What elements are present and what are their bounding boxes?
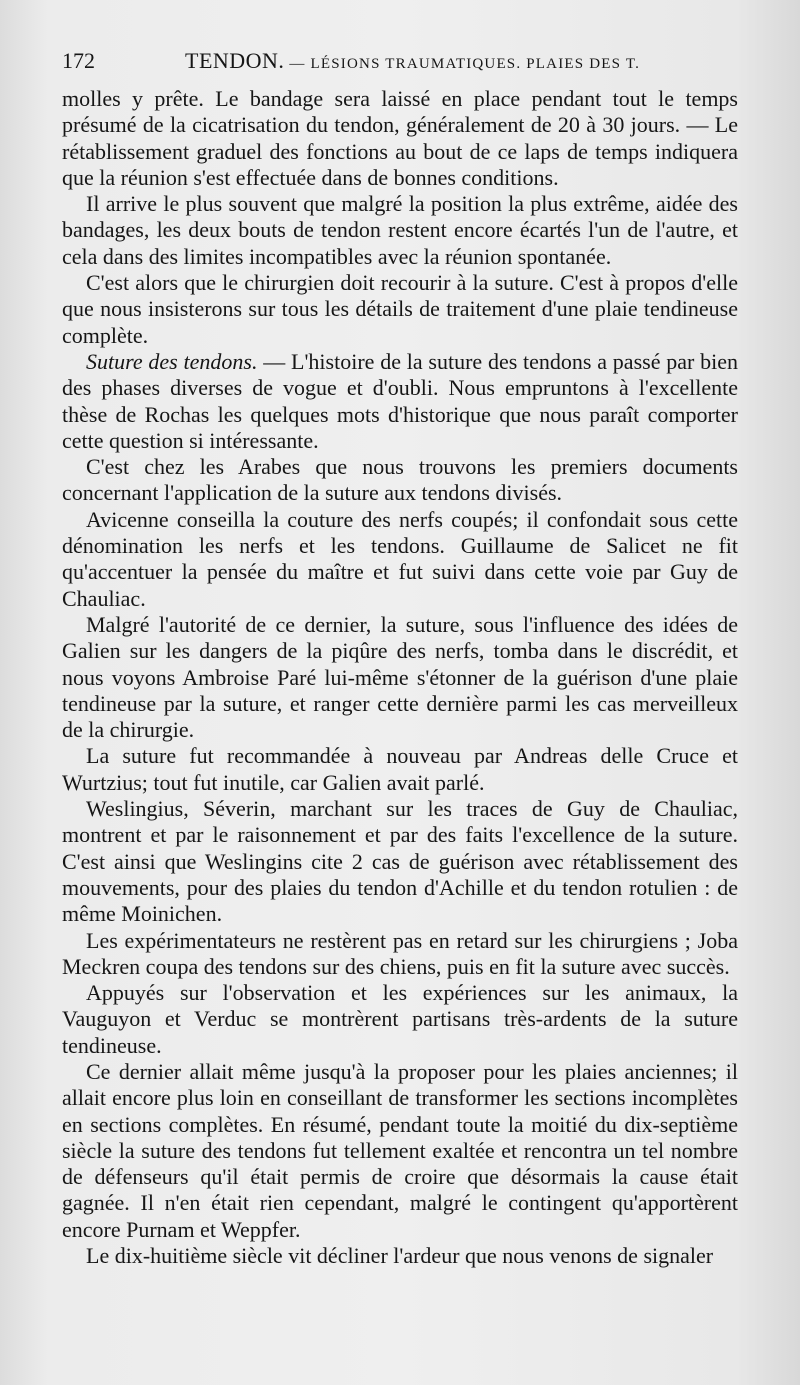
paragraph-text: — L'histoire de la suture des tendons a passé par bien des phases diverses de vogue et d'oubli. Nous empruntons à l'excellente thèse de Rochas les quelques mots d'historique que nous paraît comporter cette question si intéressante. [62, 348, 738, 453]
paragraph: Avicenne conseilla la couture des nerfs coupés; il confondait sous cette dénomination les nerfs et les tendons. Guillaume de Salicet ne fit qu'accentuer la pensée du maître et fut suivi dans cette voie par Guy de Chauliac. [62, 506, 738, 611]
paragraph: Malgré l'autorité de ce dernier, la suture, sous l'influence des idées de Galien sur les dangers de la piqûre des nerfs, tomba dans le discrédit, et nous voyons Ambroise Paré lui-même s'étonner de la guérison d'une plaie tendineuse par la suture, et ranger cette dernière parmi les cas merveilleux de la chirurgie. [62, 611, 738, 743]
paragraph: Il arrive le plus souvent que malgré la position la plus extrême, aidée des bandages, les deux bouts de tendon restent encore écartés l'un de l'autre, et cela dans des limites incompatibles avec la réunion spontanée. [62, 191, 738, 269]
running-title [185, 44, 640, 81]
section-lead: Suture des tendons. [86, 348, 258, 374]
running-header [62, 44, 742, 78]
paragraph: Weslingius, Séverin, marchant sur les traces de Guy de Chauliac, montrent et par le raisonnement et par des faits l'excellence de la suture. C'est ainsi que Weslingins cite 2 cas de guérison avec rétablissement des mouvements, pour des plaies du tendon d'Achille et du tendon rotulien : de même Moinichen. [62, 796, 738, 927]
paragraph: C'est alors que le chirurgien doit recourir à la suture. C'est à propos d'elle que nous insisterons sur tous les détails de traitement d'une plaie tendineuse complète. [62, 270, 738, 348]
paragraph [62, 349, 738, 454]
running-title-sub: — LÉSIONS TRAUMATIQUES. PLAIES DES T. [284, 56, 641, 72]
paragraph: Ce dernier allait même jusqu'à la proposer pour les plaies anciennes; il allait encore plus loin en conseillant de transformer les sections incomplètes en sections complètes. En résumé, pendant toute la moitié du dix-septième siècle la suture des tendons fut tellement exaltée et rencontra un tel nombre de défenseurs qu'il était permis de croire que désormais la cause était gagnée. Il n'en était rien cependant, malgré le contingent qu'apportèrent encore Purnam et Weppfer. [62, 1058, 738, 1242]
paragraph: Appuyés sur l'observation et les expériences sur les animaux, la Vauguyon et Verduc se montrèrent partisans très-ardents de la suture tendineuse. [62, 980, 738, 1058]
paragraph: C'est chez les Arabes que nous trouvons les premiers documents concernant l'application de la suture aux tendons divisés. [62, 454, 738, 506]
page-number: 172 [62, 48, 95, 73]
paragraph: La suture fut recommandée à nouveau par Andreas delle Cruce et Wurtzius; tout fut inutile, car Galien avait parlé. [62, 743, 738, 795]
paragraph: Le dix-huitième siècle vit décliner l'ardeur que nous venons de signaler [86, 1243, 714, 1269]
body-text [62, 86, 738, 1269]
paragraph: Les expérimentateurs ne restèrent pas en retard sur les chirurgiens ; Joba Meckren coupa des tendons sur des chiens, puis en fit la suture avec succès. [62, 927, 738, 979]
paragraph: molles y prête. Le bandage sera laissé en place pendant tout le temps présumé de la cicatrisation du tendon, généralement de 20 à 30 jours. — Le rétablissement graduel des fonctions au bout de ce laps de temps indiquera que la réunion s'est effectuée dans de bonnes conditions. [62, 86, 738, 190]
running-title-main: TENDON. [185, 48, 285, 73]
